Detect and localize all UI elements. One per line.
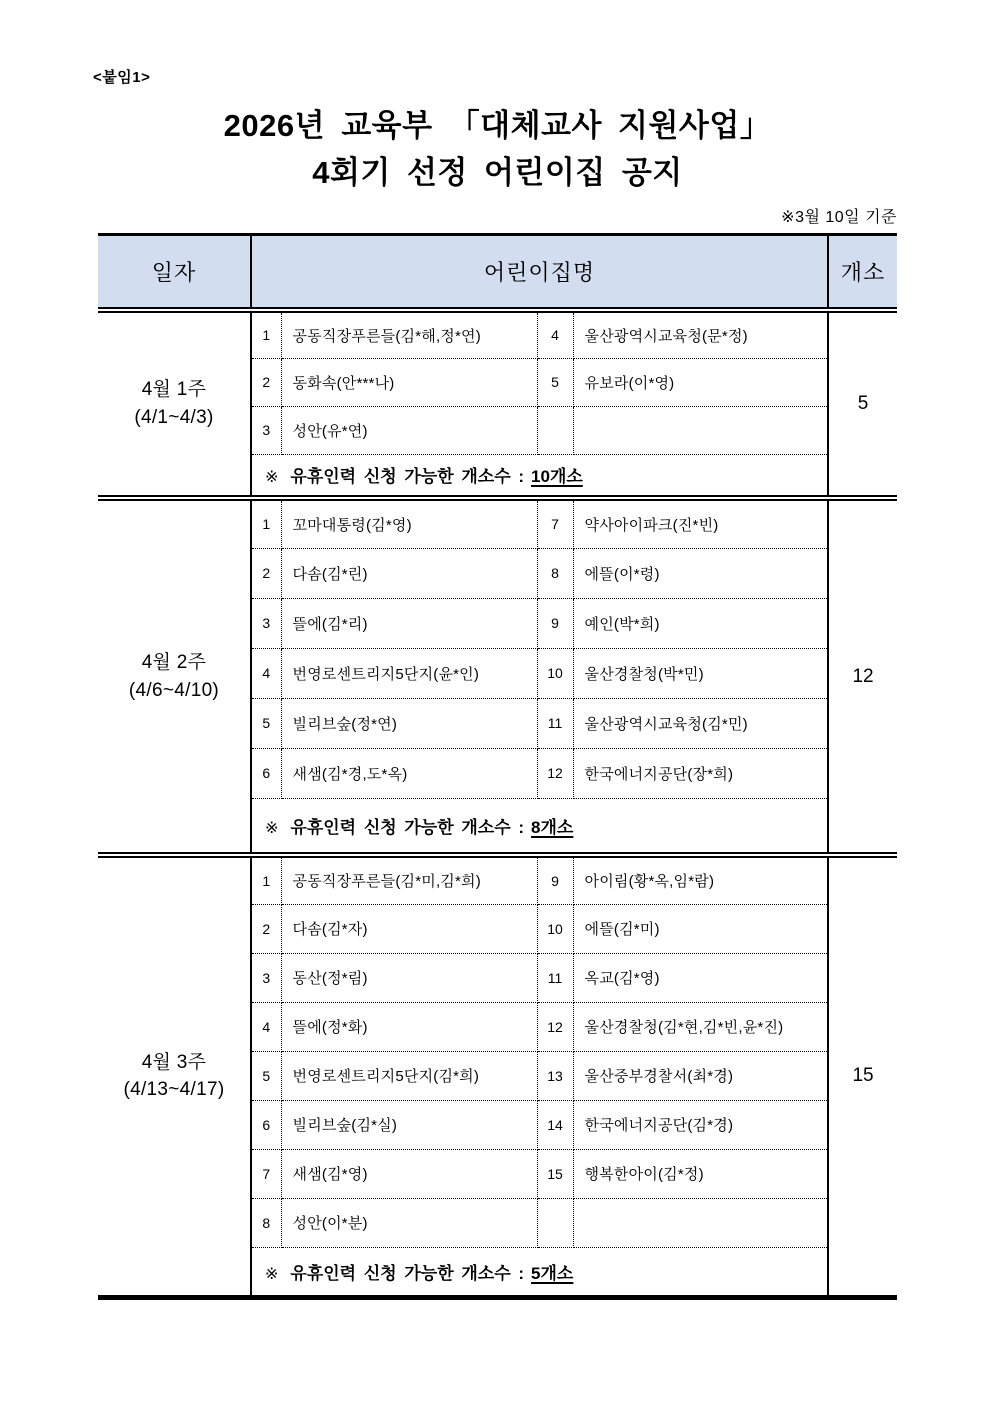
daycare-name: 동화속(안***나) xyxy=(281,358,537,406)
week-range: (4/6~4/10) xyxy=(128,679,220,701)
row-number: 3 xyxy=(251,953,281,1002)
daycare-name: 울산광역시교육청(문*정) xyxy=(573,310,828,358)
selection-table xyxy=(98,233,897,1300)
row-number: 5 xyxy=(251,698,281,748)
week-range: (4/13~4/17) xyxy=(123,1079,225,1101)
row-number: 8 xyxy=(251,1198,281,1247)
title-line-1: 2026년 교육부 「대체교사 지원사업」 xyxy=(223,108,772,143)
daycare-name: 꼬마대통령(김*영) xyxy=(281,498,537,548)
daycare-name: 성안(유*연) xyxy=(281,406,537,454)
header-count: 개소 xyxy=(828,235,897,311)
idle-capacity-notice xyxy=(251,798,828,855)
daycare-name: 다솜(김*자) xyxy=(281,904,537,953)
row-number: 11 xyxy=(537,698,573,748)
reference-date-note: ※3월 10일 기준 xyxy=(781,209,897,226)
row-number: 4 xyxy=(251,648,281,698)
daycare-name: 한국에너지공단(김*경) xyxy=(573,1100,828,1149)
row-number: 1 xyxy=(251,498,281,548)
row-number: 14 xyxy=(537,1100,573,1149)
idle-capacity-notice xyxy=(251,1247,828,1297)
week-range: (4/1~4/3) xyxy=(134,407,214,428)
notice-value: 10개소 xyxy=(531,467,583,487)
row-number: 6 xyxy=(251,1100,281,1149)
daycare-name: 울산중부경찰서(최*경) xyxy=(573,1051,828,1100)
count-cell: 15 xyxy=(828,855,897,1297)
row-number: 3 xyxy=(251,598,281,648)
table-header-row xyxy=(98,235,897,311)
document-content xyxy=(93,66,897,1300)
row-number: 15 xyxy=(537,1149,573,1198)
daycare-name: 공동직장푸른들(김*해,정*연) xyxy=(281,310,537,358)
daycare-name: 행복한아이(김*정) xyxy=(573,1149,828,1198)
row-number xyxy=(537,406,573,454)
daycare-name: 예인(박*희) xyxy=(573,598,828,648)
daycare-name: 울산경찰청(김*현,김*빈,윤*진) xyxy=(573,1002,828,1051)
title-line-2: 4회기 선정 어린이집 공지 xyxy=(312,154,683,190)
daycare-name: 새샘(김*경,도*옥) xyxy=(281,748,537,798)
date-cell xyxy=(98,855,251,1297)
daycare-name xyxy=(573,406,828,454)
header-daycare-name: 어린이집명 xyxy=(251,235,828,311)
date-cell xyxy=(98,310,251,498)
attachment-label: <붙임1> xyxy=(93,69,151,86)
week-label: 4월 1주 xyxy=(141,379,207,401)
row-number: 2 xyxy=(251,904,281,953)
daycare-name: 한국에너지공단(장*희) xyxy=(573,748,828,798)
daycare-name: 다솜(김*린) xyxy=(281,548,537,598)
daycare-name: 번영로센트리지5단지(윤*인) xyxy=(281,648,537,698)
week-label: 4월 2주 xyxy=(141,651,207,673)
reference-mark-icon: ※ xyxy=(265,1265,279,1283)
daycare-name: 공동직장푸른들(김*미,김*희) xyxy=(281,855,537,904)
daycare-name: 아이림(황*옥,임*람) xyxy=(573,855,828,904)
count-cell: 5 xyxy=(828,310,897,498)
document-title xyxy=(98,103,897,196)
row-number: 4 xyxy=(251,1002,281,1051)
notice-label: 유휴인력 신청 가능한 개소수 : xyxy=(290,467,525,487)
notice-label: 유휴인력 신청 가능한 개소수 : xyxy=(290,817,525,837)
daycare-name: 에뜰(이*령) xyxy=(573,548,828,598)
row-number: 7 xyxy=(251,1149,281,1198)
daycare-name: 번영로센트리지5단지(김*희) xyxy=(281,1051,537,1100)
daycare-name: 약사아이파크(진*빈) xyxy=(573,498,828,548)
reference-mark-icon: ※ xyxy=(265,469,279,487)
daycare-name: 옥교(김*영) xyxy=(573,953,828,1002)
row-number: 4 xyxy=(537,310,573,358)
row-number: 9 xyxy=(537,855,573,904)
table-row xyxy=(98,310,897,358)
daycare-name: 울산경찰청(박*민) xyxy=(573,648,828,698)
date-cell xyxy=(98,498,251,855)
daycare-name: 동산(정*림) xyxy=(281,953,537,1002)
row-number: 11 xyxy=(537,953,573,1002)
daycare-name: 뜰에(정*화) xyxy=(281,1002,537,1051)
daycare-name: 에뜰(김*미) xyxy=(573,904,828,953)
row-number xyxy=(537,1198,573,1247)
row-number: 9 xyxy=(537,598,573,648)
reference-mark-icon: ※ xyxy=(265,819,279,837)
row-number: 8 xyxy=(537,548,573,598)
row-number: 5 xyxy=(537,358,573,406)
notice-value: 5개소 xyxy=(531,1263,574,1283)
week-label: 4월 3주 xyxy=(141,1051,207,1073)
daycare-name: 울산광역시교육청(김*민) xyxy=(573,698,828,748)
row-number: 6 xyxy=(251,748,281,798)
table-row xyxy=(98,855,897,904)
idle-capacity-notice xyxy=(251,454,828,498)
notice-value: 8개소 xyxy=(531,817,574,837)
daycare-name xyxy=(573,1198,828,1247)
row-number: 10 xyxy=(537,648,573,698)
daycare-name: 빌리브숲(정*연) xyxy=(281,698,537,748)
row-number: 2 xyxy=(251,548,281,598)
daycare-name: 새샘(김*영) xyxy=(281,1149,537,1198)
row-number: 10 xyxy=(537,904,573,953)
daycare-name: 뜰에(김*리) xyxy=(281,598,537,648)
header-date: 일자 xyxy=(98,235,251,311)
row-number: 13 xyxy=(537,1051,573,1100)
row-number: 7 xyxy=(537,498,573,548)
daycare-name: 성안(이*분) xyxy=(281,1198,537,1247)
row-number: 12 xyxy=(537,748,573,798)
row-number: 1 xyxy=(251,855,281,904)
row-number: 2 xyxy=(251,358,281,406)
row-number: 1 xyxy=(251,310,281,358)
row-number: 3 xyxy=(251,406,281,454)
table-row xyxy=(98,498,897,548)
daycare-name: 빌리브숲(김*실) xyxy=(281,1100,537,1149)
daycare-name: 유보라(이*영) xyxy=(573,358,828,406)
notice-label: 유휴인력 신청 가능한 개소수 : xyxy=(290,1263,525,1283)
row-number: 12 xyxy=(537,1002,573,1051)
row-number: 5 xyxy=(251,1051,281,1100)
count-cell: 12 xyxy=(828,498,897,855)
